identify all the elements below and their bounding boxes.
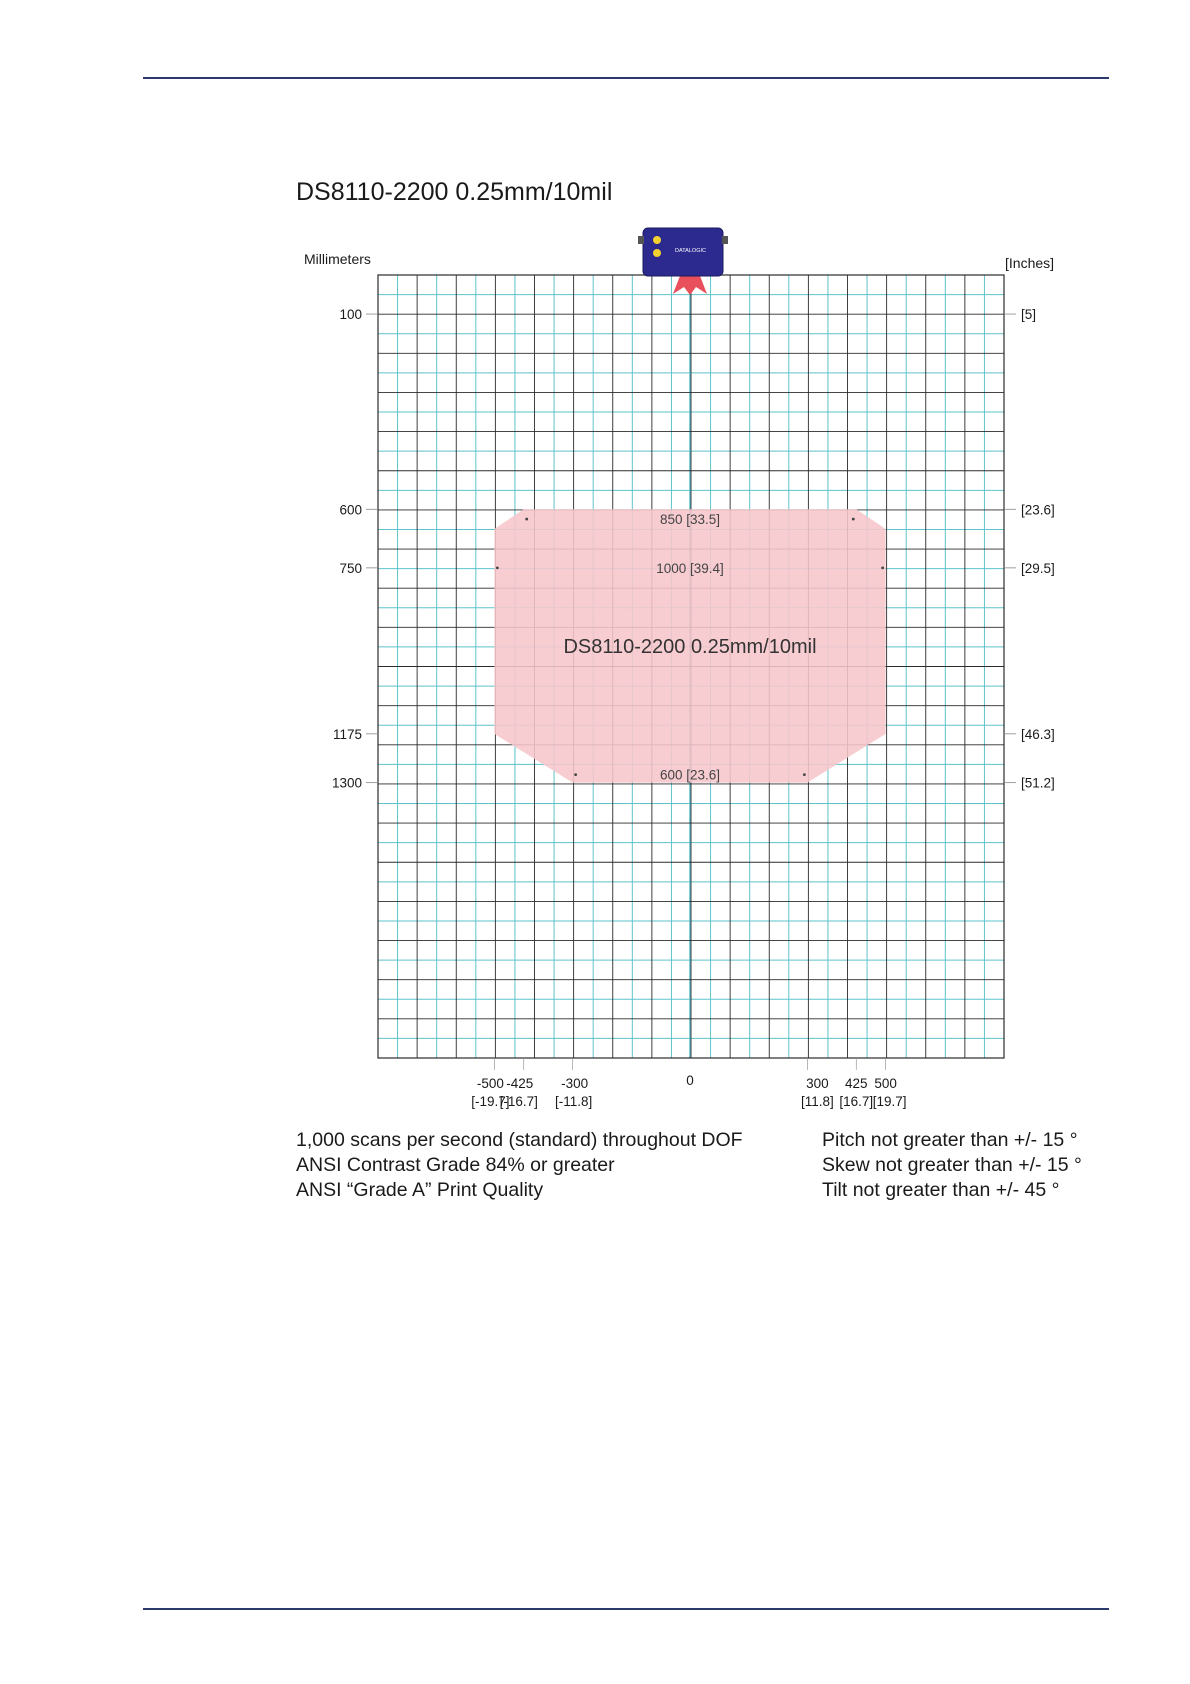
scanner-bracket-right <box>722 236 728 244</box>
x-tick-label: -500 <box>476 1076 504 1091</box>
y-tick-label: 750 <box>339 560 362 576</box>
y-tick-inch-label: [5] <box>1021 307 1037 323</box>
y-tick-inch-label: [51.2] <box>1021 775 1055 791</box>
led-indicator-icon <box>653 249 661 257</box>
zone-label: DS8110-2200 0.25mm/10mil <box>563 635 817 658</box>
spec-list-right <box>822 1128 1082 1203</box>
x-tick-inch-label: [-11.8] <box>554 1094 593 1109</box>
x-tick-inch-label: [19.7] <box>872 1094 907 1109</box>
spec-skew: Skew not greater than +/- 15 ° <box>822 1154 1082 1176</box>
y-tick-label: 600 <box>339 502 362 518</box>
x-tick-label: 300 <box>806 1076 829 1091</box>
y-tick-inch-label: [23.6] <box>1021 502 1055 518</box>
dimension-arrow <box>525 518 528 521</box>
left-axis-label: Millimeters <box>304 251 371 267</box>
dimension-arrow <box>881 566 884 569</box>
dimension-label: 850 [33.5] <box>659 512 721 528</box>
x-tick-label: -425 <box>506 1076 534 1091</box>
chart-title: DS8110-2200 0.25mm/10mil <box>296 178 613 206</box>
spec-scan-rate: 1,000 scans per second (standard) throughout DOF <box>296 1129 743 1151</box>
spec-pitch: Pitch not greater than +/- 15 ° <box>822 1129 1078 1151</box>
x-ticks <box>471 1058 906 1109</box>
scanner-bracket-left <box>638 236 644 244</box>
dimension-label: 1000 [39.4] <box>656 560 724 576</box>
dimension-label: 600 [23.6] <box>659 767 721 783</box>
spec-contrast: ANSI Contrast Grade 84% or greater <box>296 1154 615 1176</box>
led-indicator-icon <box>653 236 661 244</box>
y-tick-label: 1175 <box>332 726 362 742</box>
right-axis-label: [Inches] <box>1005 255 1055 271</box>
y-tick-label: 100 <box>339 307 362 323</box>
y-tick-inch-label: [46.3] <box>1021 726 1055 742</box>
spec-print-quality: ANSI “Grade A” Print Quality <box>296 1179 544 1201</box>
x-tick-inch-label: [-16.7] <box>499 1094 538 1109</box>
dimension-arrow <box>496 566 499 569</box>
dimension-arrow <box>574 773 577 776</box>
x-tick-label: 0 <box>686 1073 694 1088</box>
y-tick-label: 1300 <box>331 775 362 791</box>
x-tick-label: 500 <box>874 1076 897 1091</box>
x-tick-label: -300 <box>561 1076 589 1091</box>
y-tick-inch-label: [29.5] <box>1021 560 1055 576</box>
dimension-arrow <box>803 773 806 776</box>
x-tick-inch-label: [11.8] <box>800 1094 834 1109</box>
footer-rule <box>143 1608 1109 1610</box>
spec-list-left <box>296 1128 743 1203</box>
dimension-arrow <box>852 518 855 521</box>
device-brand-label: DATALOGIC <box>675 248 706 254</box>
spec-tilt: Tilt not greater than +/- 45 ° <box>822 1179 1060 1201</box>
x-tick-inch-label: [16.7] <box>839 1094 874 1109</box>
x-tick-inch-label: [-19.7] <box>471 1094 510 1109</box>
x-tick-label: 425 <box>845 1076 868 1091</box>
